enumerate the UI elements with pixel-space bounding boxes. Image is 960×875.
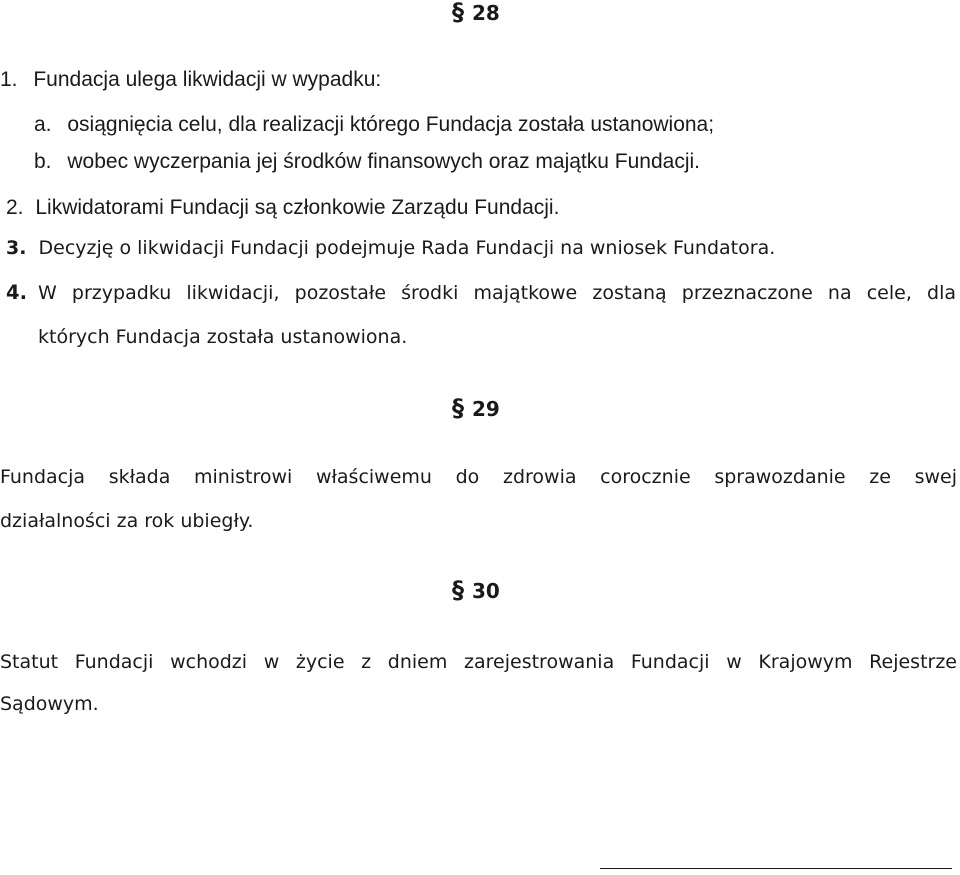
- list-item-text: osiągnięcia celu, dla realizacji którego Fundacja została ustanowiona;: [67, 113, 715, 136]
- section-30-text-line: Sądowym.: [0, 693, 99, 715]
- section-number: 29: [472, 397, 500, 421]
- list-item: [0, 68, 381, 92]
- section-number: 30: [472, 579, 500, 603]
- list-item: [34, 150, 700, 174]
- section-29-text-line: działalności za rok ubiegły.: [0, 510, 254, 532]
- list-marker: a.: [34, 113, 52, 136]
- section-29-text-line: Fundacja składa ministrowi właściwemu do zdrowia corocznie sprawozdanie ze swej: [0, 466, 957, 488]
- section-29-heading: [452, 396, 500, 421]
- list-item: [34, 113, 714, 137]
- section-symbol: §: [452, 576, 464, 604]
- section-symbol: §: [452, 0, 464, 26]
- list-item: [6, 236, 775, 260]
- list-marker: b.: [34, 150, 52, 173]
- signature-line: [600, 868, 952, 869]
- section-number: 28: [472, 1, 500, 25]
- section-28-heading: [452, 0, 500, 25]
- list-item-text: Fundacja ulega likwidacji w wypadku:: [33, 68, 382, 91]
- section-30-heading: [452, 578, 500, 603]
- list-item-text: Decyzję o likwidacji Fundacji podejmuje Rada Fundacji na wniosek Fundatora.: [38, 237, 776, 259]
- list-item-text: wobec wyczerpania jej środków finansowych oraz majątku Fundacji.: [67, 150, 700, 173]
- section-symbol: §: [452, 394, 464, 422]
- list-item-continuation: których Fundacja została ustanowiona.: [38, 326, 408, 348]
- section-30-text-line: Statut Fundacji wchodzi w życie z dniem zarejestrowania Fundacji w Krajowym Rejestrze: [0, 651, 957, 673]
- list-marker: 3.: [6, 237, 27, 259]
- list-marker: 2.: [6, 196, 24, 219]
- list-item-text: W przypadku likwidacji, pozostałe środki majątkowe zostaną przeznaczone na cele, dla: [38, 282, 956, 304]
- list-marker: 1.: [0, 68, 18, 91]
- list-item: [6, 196, 559, 220]
- list-item-text: Likwidatorami Fundacji są członkowie Zarządu Fundacji.: [35, 196, 560, 219]
- list-marker: 4.: [6, 281, 27, 304]
